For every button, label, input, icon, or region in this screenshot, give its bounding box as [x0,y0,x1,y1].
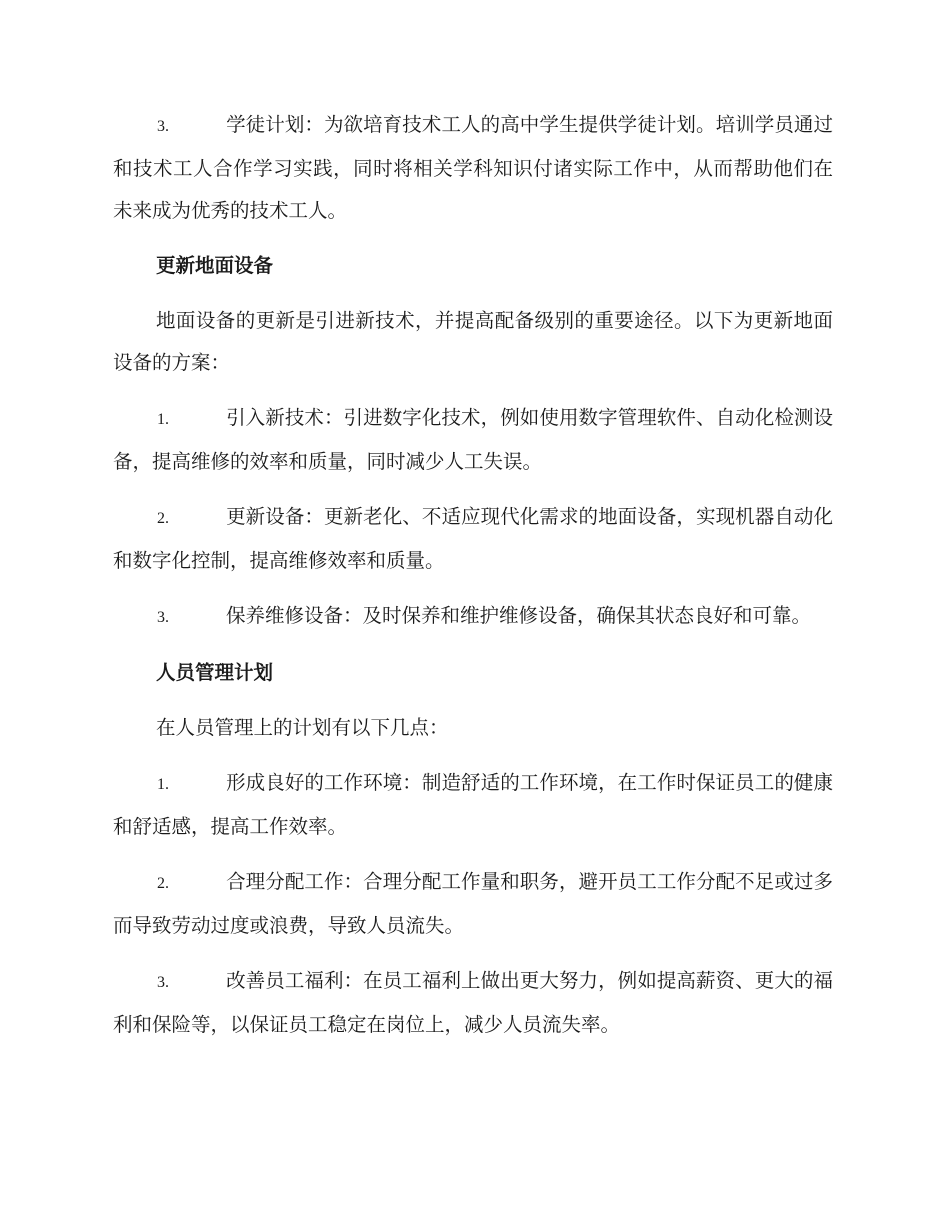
list-item-personnel-3 [113,960,833,1046]
list-item-personnel-1 [113,762,833,848]
list-item-text: 合理分配工作：合理分配工作量和职务，避开员工工作分配不足或过多而导致劳动过度或浪费，导致人员流失。 [113,870,833,937]
section-heading-equipment: 更新地面设备 [156,254,274,277]
section-heading-personnel: 人员管理计划 [156,661,274,684]
list-number: 1. [157,411,169,428]
list-item-equipment-2 [113,496,833,582]
list-item-text: 更新设备：更新老化、不适应现代化需求的地面设备，实现机器自动化和数字化控制，提高维修效率和质量。 [113,505,833,572]
list-number: 3. [157,609,169,626]
list-item-personnel-2 [113,861,833,947]
list-item-text: 改善员工福利：在员工福利上做出更大努力，例如提高薪资、更大的福利和保险等，以保证员工稳定在岗位上，减少人员流失率。 [113,969,833,1036]
document-body [113,104,833,1059]
list-item-text: 引入新技术：引进数字化技术，例如使用数字管理软件、自动化检测设备，提高维修的效率和质量，同时减少人工失误。 [113,406,833,473]
list-number: 1. [157,776,169,793]
list-number: 2. [157,875,169,892]
list-number: 3. [157,118,169,135]
list-item-equipment-3 [113,595,833,639]
list-item-text: 形成良好的工作环境：制造舒适的工作环境，在工作时保证员工的健康和舒适感，提高工作效率。 [113,771,833,838]
section-intro-equipment: 地面设备的更新是引进新技术，并提高配备级别的重要途径。以下为更新地面设备的方案： [113,309,833,374]
list-number: 2. [157,510,169,527]
list-item-equipment-1 [113,397,833,483]
list-item-text: 保养维修设备：及时保养和维护维修设备，确保其状态良好和可靠。 [226,604,812,627]
section-intro-personnel: 在人员管理上的计划有以下几点： [156,716,449,739]
list-item-apprentice-plan [113,104,833,232]
list-number: 3. [157,974,169,991]
list-item-text: 学徒计划：为欲培育技术工人的高中学生提供学徒计划。培训学员通过和技术工人合作学习实践，同时将相关学科知识付诸实际工作中，从而帮助他们在未来成为优秀的技术工人。 [113,113,833,222]
